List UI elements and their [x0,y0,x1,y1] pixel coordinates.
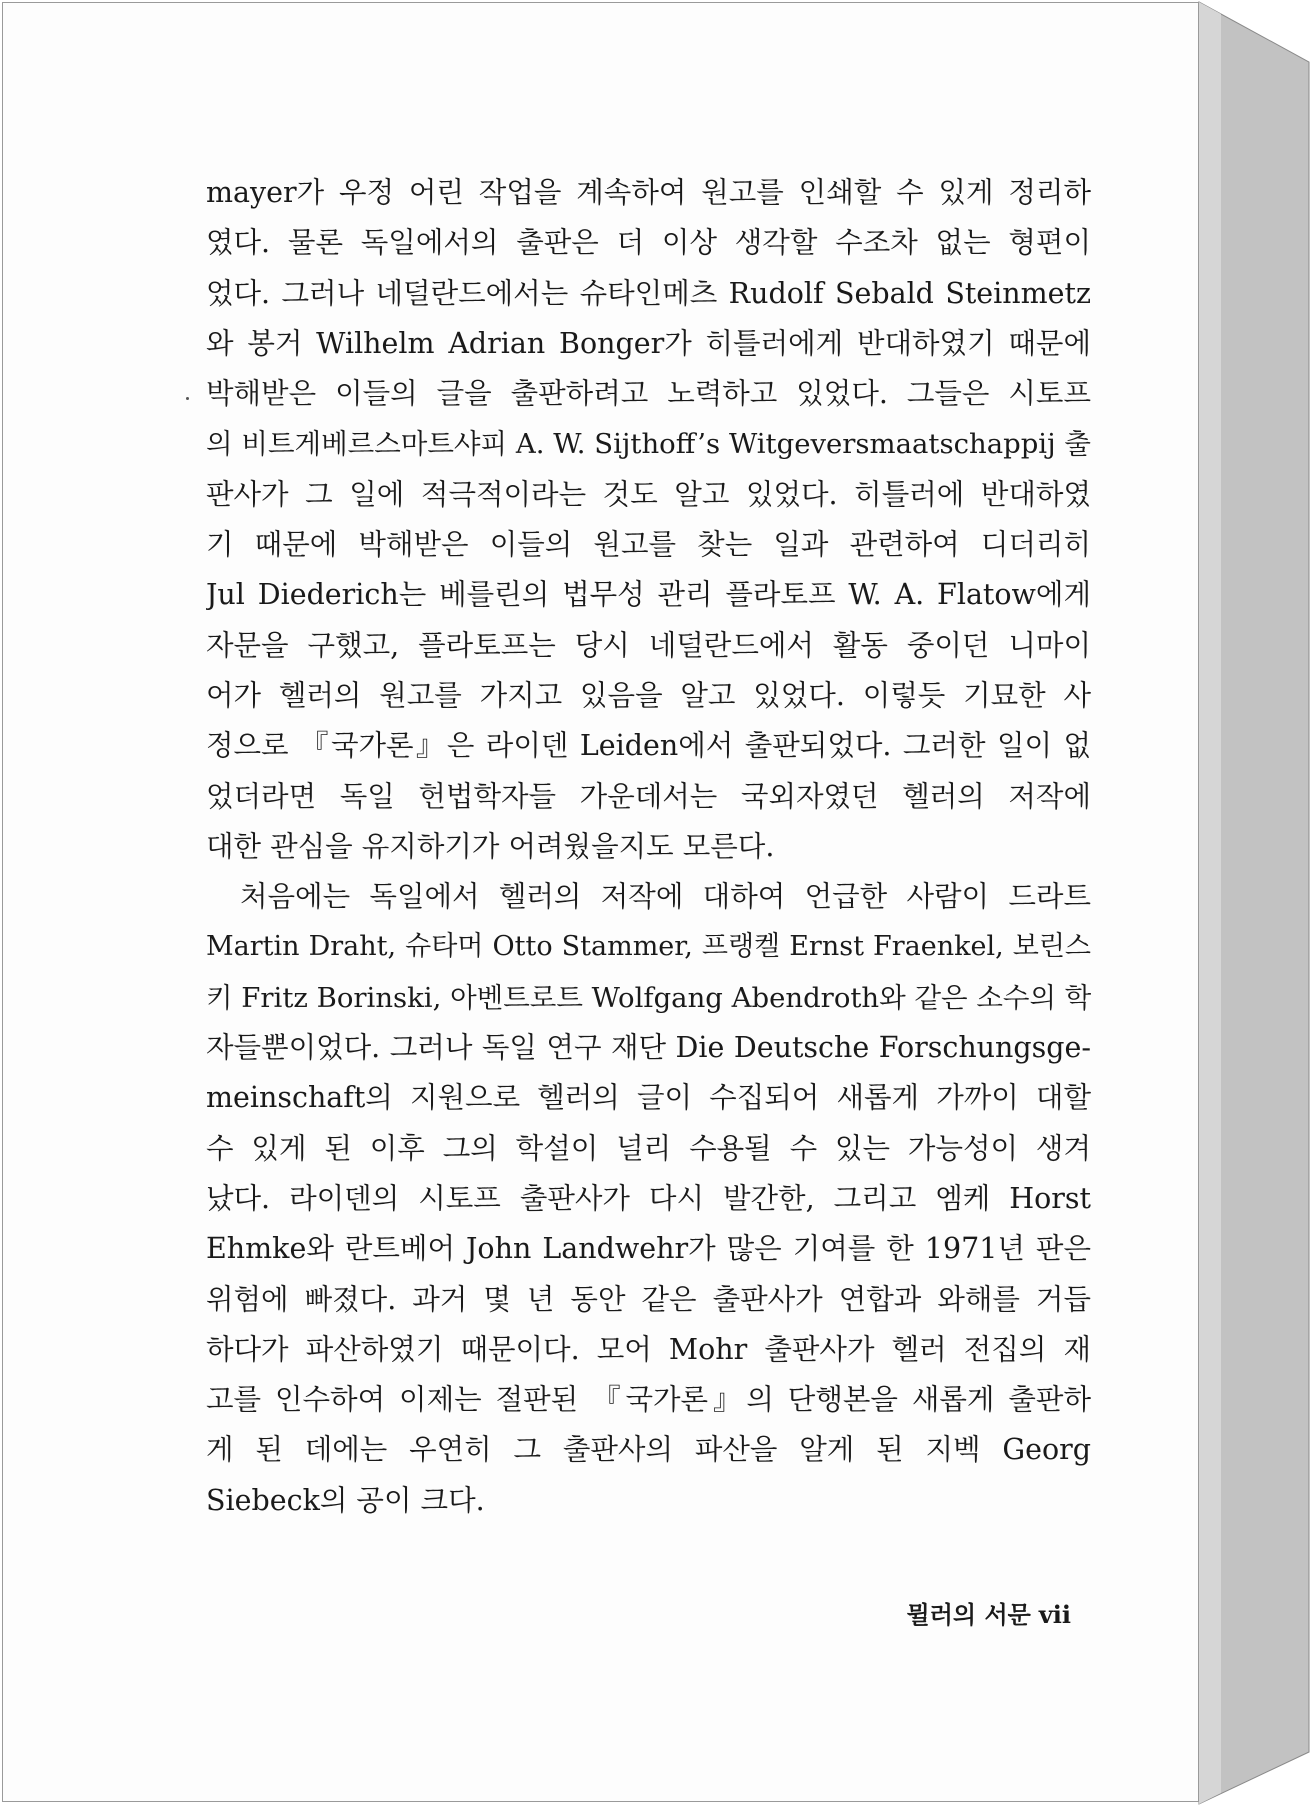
running-title: 뮐러의 서문 [906,1601,1031,1629]
paragraph-2 [206,872,1091,1526]
text-line: 박해받은 이들의 글을 출판하려고 노력하고 있었다. 그들은 시토프 [206,377,1091,411]
running-footer [800,1595,1071,1630]
text-line: mayer가 우정 어린 작업을 계속하여 원고를 인쇄할 수 있게 정리하 [206,176,1091,209]
margin-mark [186,397,189,400]
body-text [206,168,1091,1526]
text-line: 키 Fritz Borinski, 아벤트로트 Wolfgang Abendroth와 같은 소수의 학 [206,981,1091,1014]
text-line: 하다가 파산하였기 때문이다. 모어 Mohr 출판사가 헬러 전집의 재 [206,1332,1091,1366]
text-line: 대한 관심을 유지하기가 어려웠을지도 모른다. [206,829,775,863]
text-line: 었다. 그러나 네덜란드에서는 슈타인메츠 Rudolf Sebald Steinmetz [206,276,1091,310]
paragraph-1 [206,168,1091,872]
text-line: Jul Diederich는 베를린의 법무성 관리 플라토프 W. A. Flatow에게 [206,578,1091,612]
text-line: 의 비트게베르스마트샤피 A. W. Sijthoff’s Witgeversmaatschappij 출 [206,428,1091,461]
text-line: 위험에 빠졌다. 과거 몇 년 동안 같은 출판사가 연합과 와해를 거듭 [206,1282,1091,1316]
text-line: 판사가 그 일에 적극적이라는 것도 알고 있었다. 히틀러에 반대하였 [206,477,1091,511]
page-number: vii [1038,1600,1071,1629]
text-line: Ehmke와 란트베어 John Landwehr가 많은 기여를 한 1971년 판은 [206,1232,1091,1266]
text-line: 와 봉거 Wilhelm Adrian Bonger가 히틀러에게 반대하였기 때문에 [206,326,1091,360]
text-line: 자들뿐이었다. 그러나 독일 연구 재단 Die Deutsche Forschungsge- [206,1031,1091,1065]
text-line: 났다. 라이덴의 시토프 출판사가 다시 발간한, 그리고 엠케 Horst [206,1181,1091,1215]
text-line: 기 때문에 박해받은 이들의 원고를 찾는 일과 관련하여 디더리히 [206,528,1091,562]
text-line: 처음에는 독일에서 헬러의 저작에 대하여 언급한 사람이 드라트 [240,880,1091,914]
text-line: 어가 헬러의 원고를 가지고 있음을 알고 있었다. 이렇듯 기묘한 사 [206,678,1091,712]
text-line: 였다. 물론 독일에서의 출판은 더 이상 생각할 수조차 없는 형편이 [206,226,1091,260]
text-line: Martin Draht, 슈타머 Otto Stammer, 프랭켈 Ernst Fraenkel, 보린스 [206,931,1091,963]
text-line: 고를 인수하여 이제는 절판된 『국가론』의 단행본을 새롭게 출판하 [206,1383,1091,1417]
text-line: Siebeck의 공이 크다. [206,1483,485,1517]
text-line: 자문을 구했고, 플라토프는 당시 네덜란드에서 활동 중이던 니마이 [206,628,1091,662]
text-line: 었더라면 독일 헌법학자들 가운데서는 국외자였던 헬러의 저작에 [206,779,1091,813]
text-line: meinschaft의 지원으로 헬러의 글이 수집되어 새롭게 가까이 대할 [206,1081,1091,1115]
text-line: 정으로 『국가론』은 라이덴 Leiden에서 출판되었다. 그러한 일이 없 [206,729,1091,763]
text-line: 수 있게 된 이후 그의 학설이 널리 수용될 수 있는 가능성이 생겨 [206,1131,1091,1165]
text-line: 게 된 데에는 우연히 그 출판사의 파산을 알게 된 지벡 Georg [206,1433,1091,1467]
